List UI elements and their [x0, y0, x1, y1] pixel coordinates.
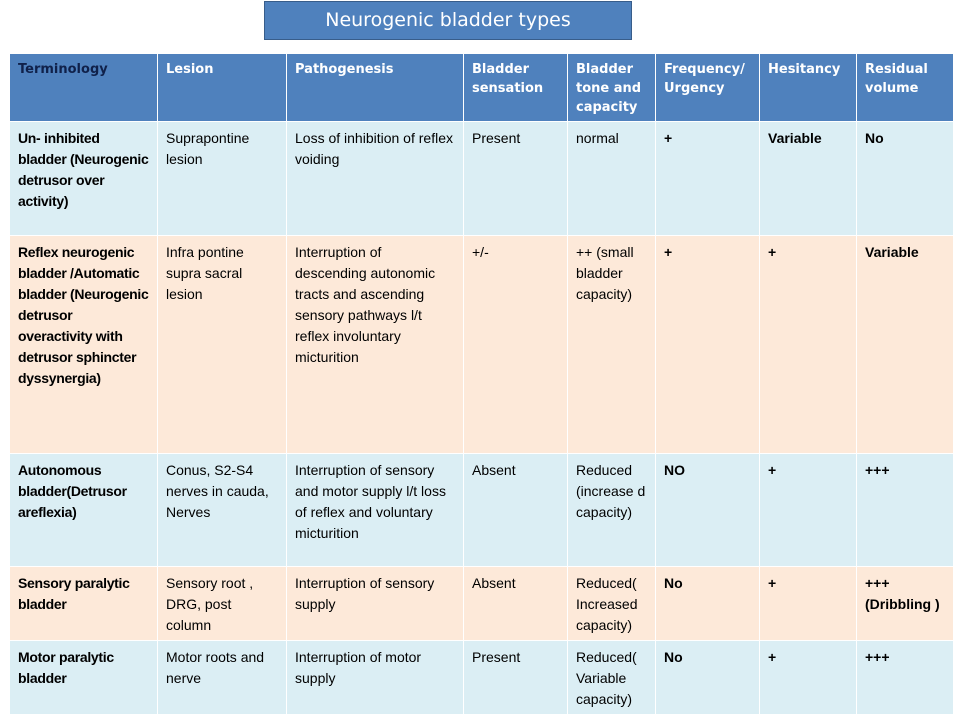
cell-hesitancy: +: [760, 236, 857, 454]
cell-residual: No: [857, 122, 954, 236]
cell-frequency: NO: [656, 454, 760, 567]
cell-frequency: +: [656, 122, 760, 236]
cell-hesitancy: +: [760, 641, 857, 715]
table-row: [10, 122, 954, 236]
neurogenic-bladder-table: [9, 53, 954, 715]
header-bladder-tone: Bladder tone and capacity: [568, 54, 656, 122]
cell-hesitancy: Variable: [760, 122, 857, 236]
table-row: [10, 641, 954, 715]
header-residual-volume: Residual volume: [857, 54, 954, 122]
cell-sensation: Absent: [464, 454, 568, 567]
cell-frequency: +: [656, 236, 760, 454]
cell-terminology: Autonomous bladder(Detrusor areflexia): [10, 454, 158, 567]
cell-lesion: Infra pontine supra sacral lesion: [158, 236, 287, 454]
table-row: [10, 567, 954, 641]
cell-hesitancy: +: [760, 567, 857, 641]
cell-tone: ++ (small bladder capacity): [568, 236, 656, 454]
cell-terminology: Reflex neurogenic bladder /Automatic bladder (Neurogenic detrusor overactivity with detrusor sphincter dyssynergia): [10, 236, 158, 454]
cell-hesitancy: +: [760, 454, 857, 567]
cell-tone: Reduced( Increased capacity): [568, 567, 656, 641]
cell-terminology: Motor paralytic bladder: [10, 641, 158, 715]
cell-residual: +++: [857, 641, 954, 715]
cell-residual: +++ (Dribbling ): [857, 567, 954, 641]
cell-lesion: Conus, S2-S4 nerves in cauda, Nerves: [158, 454, 287, 567]
cell-frequency: No: [656, 641, 760, 715]
header-frequency-urgency: Frequency/ Urgency: [656, 54, 760, 122]
cell-residual: +++: [857, 454, 954, 567]
cell-lesion: Suprapontine lesion: [158, 122, 287, 236]
cell-sensation: Absent: [464, 567, 568, 641]
cell-tone: normal: [568, 122, 656, 236]
cell-tone: Reduced (increase d capacity): [568, 454, 656, 567]
page-title: Neurogenic bladder types: [264, 1, 632, 40]
cell-tone: Reduced( Variable capacity): [568, 641, 656, 715]
table-row: [10, 236, 954, 454]
cell-frequency: No: [656, 567, 760, 641]
cell-terminology: Un- inhibited bladder (Neurogenic detrusor over activity): [10, 122, 158, 236]
cell-pathogenesis: Interruption of sensory and motor supply l/t loss of reflex and voluntary micturition: [287, 454, 464, 567]
cell-lesion: Motor roots and nerve: [158, 641, 287, 715]
cell-terminology: Sensory paralytic bladder: [10, 567, 158, 641]
header-hesitancy: Hesitancy: [760, 54, 857, 122]
cell-pathogenesis: Loss of inhibition of reflex voiding: [287, 122, 464, 236]
cell-pathogenesis: Interruption of descending autonomic tracts and ascending sensory pathways l/t reflex involuntary micturition: [287, 236, 464, 454]
cell-sensation: Present: [464, 122, 568, 236]
header-terminology: Terminology: [10, 54, 158, 122]
cell-sensation: Present: [464, 641, 568, 715]
cell-residual: Variable: [857, 236, 954, 454]
header-pathogenesis: Pathogenesis: [287, 54, 464, 122]
table-row: [10, 454, 954, 567]
header-lesion: Lesion: [158, 54, 287, 122]
cell-sensation: +/-: [464, 236, 568, 454]
cell-lesion: Sensory root , DRG, post column: [158, 567, 287, 641]
cell-pathogenesis: Interruption of sensory supply: [287, 567, 464, 641]
header-row: [10, 54, 954, 122]
cell-pathogenesis: Interruption of motor supply: [287, 641, 464, 715]
header-bladder-sensation: Bladder sensation: [464, 54, 568, 122]
